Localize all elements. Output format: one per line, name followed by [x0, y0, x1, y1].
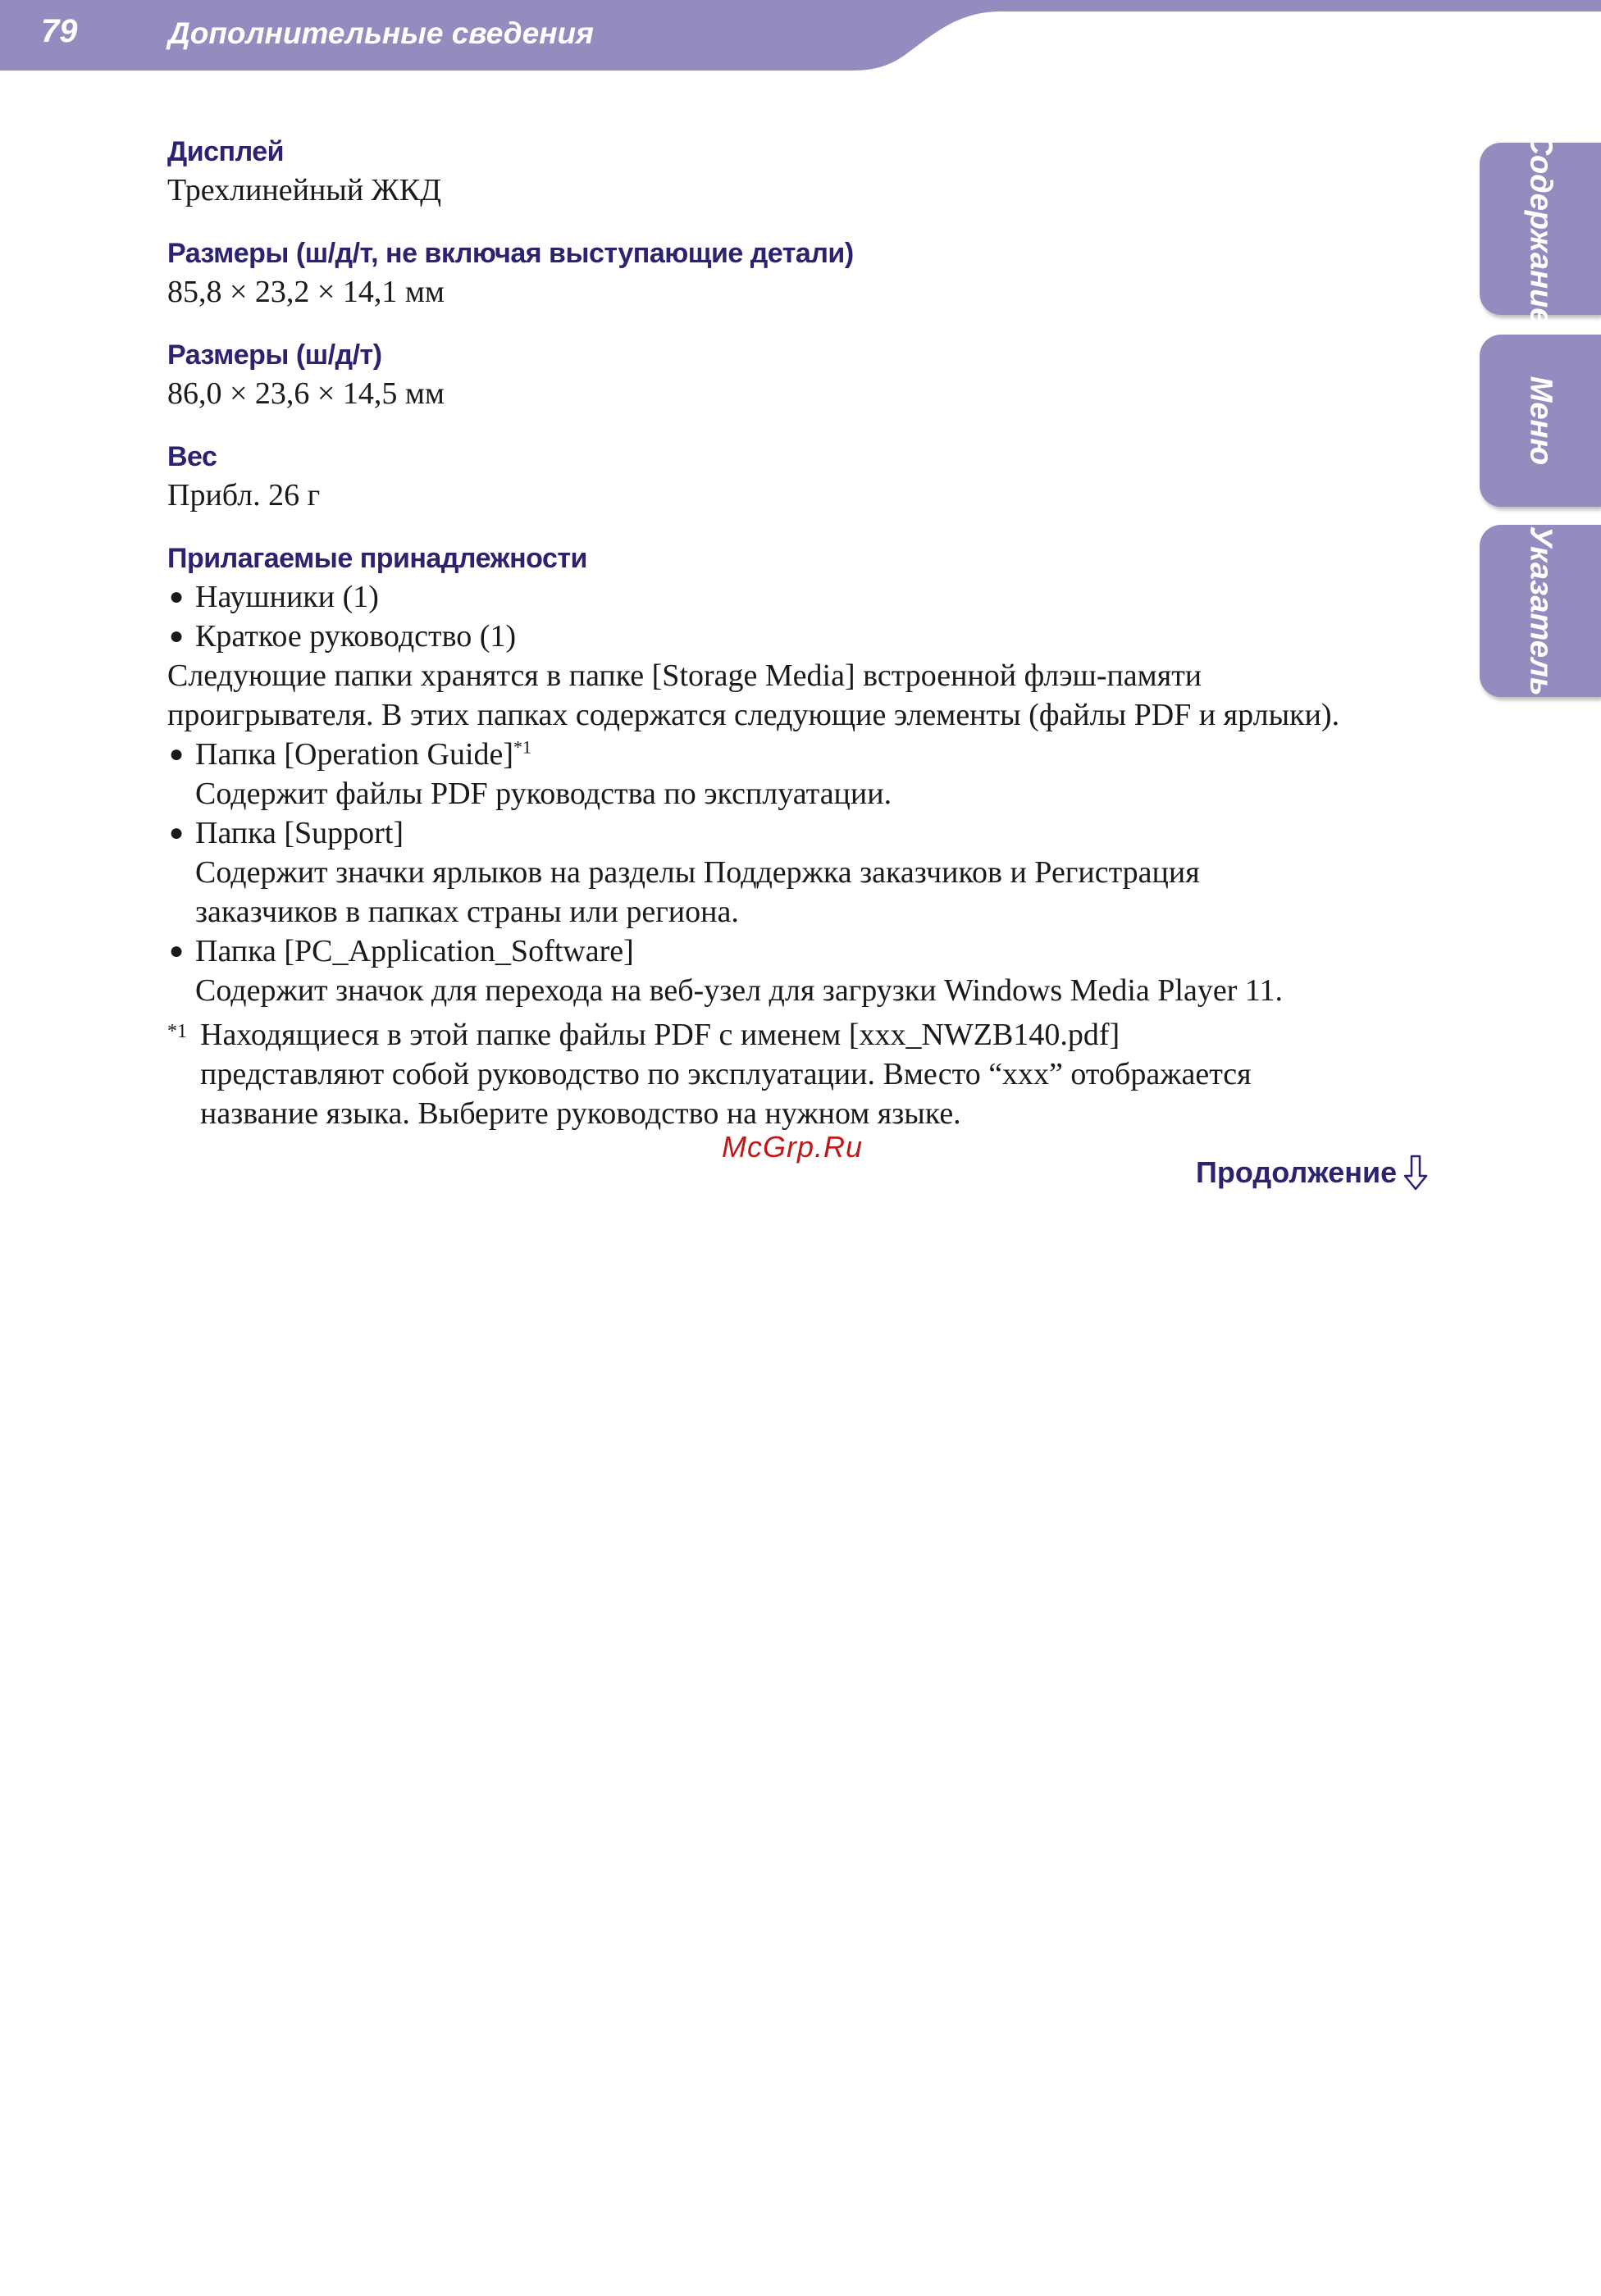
spec-heading: Прилагаемые принадлежности — [167, 543, 587, 574]
spec-display — [167, 133, 1447, 210]
main-content — [167, 133, 1447, 1158]
spec-heading: Размеры (ш/д/т) — [167, 339, 382, 371]
folder-description: Содержит значок для перехода на веб-узел для загрузки Windows Media Player 11. — [195, 973, 1283, 1008]
footnote-line: название языка. Выберите руководство на нужном языке. — [200, 1096, 961, 1131]
spec-heading: Вес — [167, 441, 217, 472]
continue-link[interactable] — [1196, 1155, 1428, 1191]
body-text: Следующие папки хранятся в папке [Storage Media] встроенной флэш-памяти — [167, 658, 1202, 693]
spec-dimensions-body — [167, 235, 1447, 312]
tab-contents-label: Содержание — [1523, 132, 1558, 326]
footnote — [167, 1015, 1447, 1133]
down-arrow-icon — [1403, 1155, 1428, 1191]
spec-heading: Размеры (ш/д/т, не включая выступающие детали) — [167, 238, 854, 269]
watermark: McGrp.Ru — [722, 1130, 864, 1164]
spec-dimensions-full — [167, 336, 1447, 413]
spec-accessories — [167, 540, 1447, 1133]
folder-description: Содержит файлы PDF руководства по эксплуатации. — [195, 777, 892, 811]
folder-item — [167, 932, 1447, 971]
section-title: Дополнительные сведения — [168, 16, 594, 50]
tab-contents[interactable] — [1480, 132, 1601, 326]
footnote-mark: *1 — [167, 1021, 187, 1042]
tab-menu-label: Меню — [1523, 376, 1558, 466]
folder-description: заказчиков в папках страны или региона. — [195, 895, 739, 929]
spec-value: 86,0 × 23,6 × 14,5 мм — [167, 376, 445, 411]
tab-index-label: Указатель — [1523, 526, 1558, 696]
spec-value: Прибл. 26 г — [167, 478, 321, 512]
tab-menu[interactable] — [1480, 335, 1601, 507]
folder-name: Папка [Operation Guide] — [195, 737, 514, 772]
folder-item — [167, 735, 1447, 774]
folder-name: Папка [Support] — [195, 816, 404, 850]
tab-index[interactable] — [1480, 525, 1601, 697]
folder-item — [167, 813, 1447, 853]
list-item: ● Краткое руководство (1) — [167, 617, 1447, 656]
footnote-ref: *1 — [513, 736, 532, 758]
page-number: 79 — [41, 13, 78, 49]
list-item: ● Наушники (1) — [167, 577, 1447, 617]
continue-label: Продолжение — [1196, 1155, 1398, 1189]
body-text: проигрывателя. В этих папках содержатся следующие элементы (файлы PDF и ярлыки). — [167, 698, 1340, 732]
spec-value: Трехлинейный ЖКД — [167, 173, 441, 207]
footnote-line: Находящиеся в этой папке файлы PDF с именем [xxx_NWZB140.pdf] — [200, 1018, 1120, 1052]
footnote-line: представляют собой руководство по эксплуатации. Вместо “xxx” отображается — [200, 1057, 1252, 1091]
spec-weight — [167, 438, 1447, 515]
folder-description: Содержит значки ярлыков на разделы Поддержка заказчиков и Регистрация — [195, 855, 1200, 890]
spec-value: 85,8 × 23,2 × 14,1 мм — [167, 275, 445, 309]
spec-heading: Дисплей — [167, 136, 285, 167]
folder-name: Папка [PC_Application_Software] — [195, 934, 634, 968]
